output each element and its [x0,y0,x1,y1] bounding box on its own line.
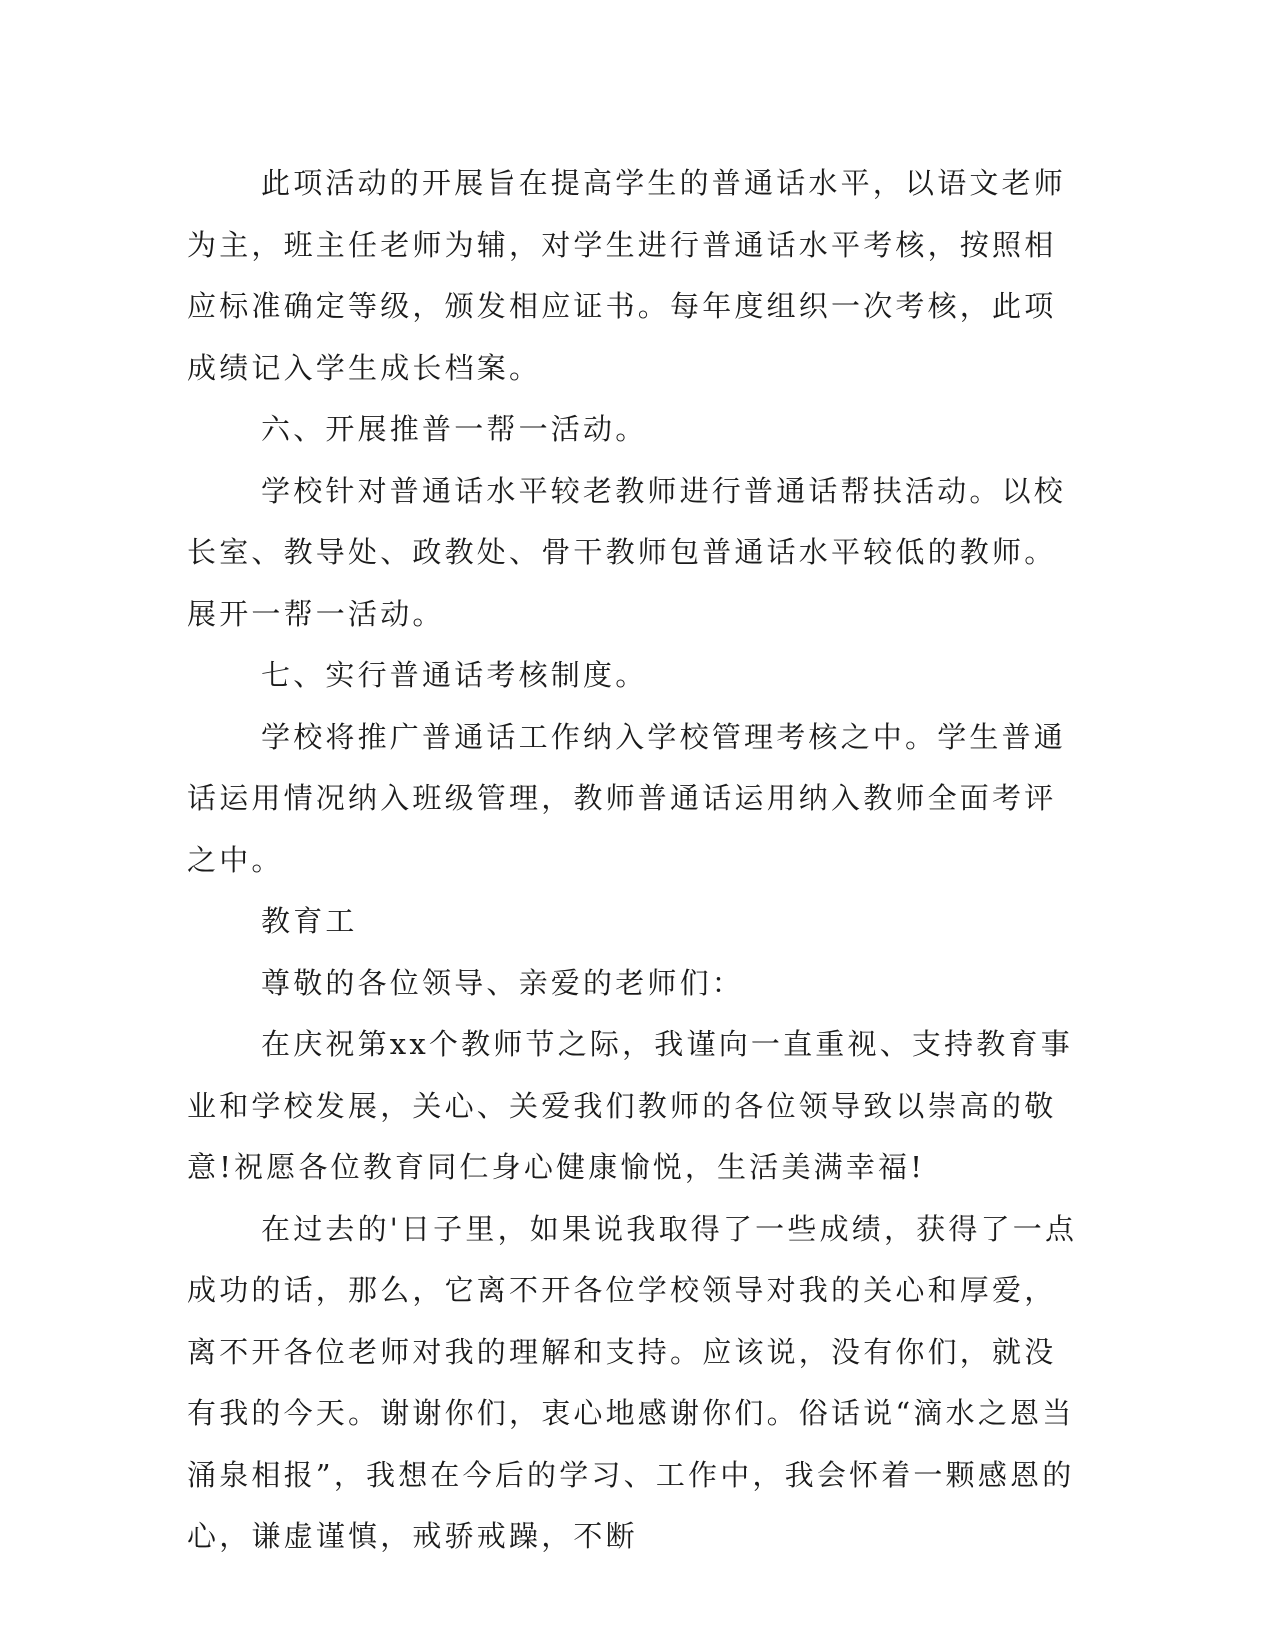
paragraph-activity-purpose: 此项活动的开展旨在提高学生的普通话水平，以语文老师为主，班主任老师为辅，对学生进行普通话水平考核，按照相应标准确定等级，颁发相应证书。每年度组织一次考核，此项成绩记入学生成长档案。 [187,166,1067,385]
speech-title: 教育工 [261,904,358,938]
paragraph-gratitude: 在过去的'日子里，如果说我取得了一些成绩，获得了一点成功的话，那么，它离不开各位学校领导对我的关心和厚爱，离不开各位老师对我的理解和支持。应该说，没有你们，就没有我的今天。谢谢你们，衷心地感谢你们。俗话说“滴水之恩当涌泉相报”，我想在今后的学习、工作中，我会怀着一颗感恩的心，谦虚谨慎，戒骄戒躁，不断 [187,1211,1078,1553]
paragraph-assessment: 学校将推广普通话工作纳入学校管理考核之中。学生普通话运用情况纳入班级管理，教师普通话运用纳入教师全面考评之中。 [187,719,1067,877]
paragraph-mentoring: 学校针对普通话水平较老教师进行普通话帮扶活动。以校长室、教导处、政教处、骨干教师包普通话水平较低的教师。展开一帮一活动。 [187,473,1067,631]
speech-salutation: 尊敬的各位领导、亲爱的老师们： [261,965,745,1000]
document-body [187,153,1087,1568]
section-heading-seven: 七、实行普通话考核制度。 [261,658,648,692]
section-heading-six: 六、开展推普一帮一活动。 [261,412,648,446]
paragraph-greeting: 在庆祝第xx个教师节之际，我谨向一直重视、支持教育事业和学校发展，关心、关爱我们教师的各位领导致以崇高的敬意!祝愿各位教育同仁身心健康愉悦，生活美满幸福! [187,1027,1073,1184]
